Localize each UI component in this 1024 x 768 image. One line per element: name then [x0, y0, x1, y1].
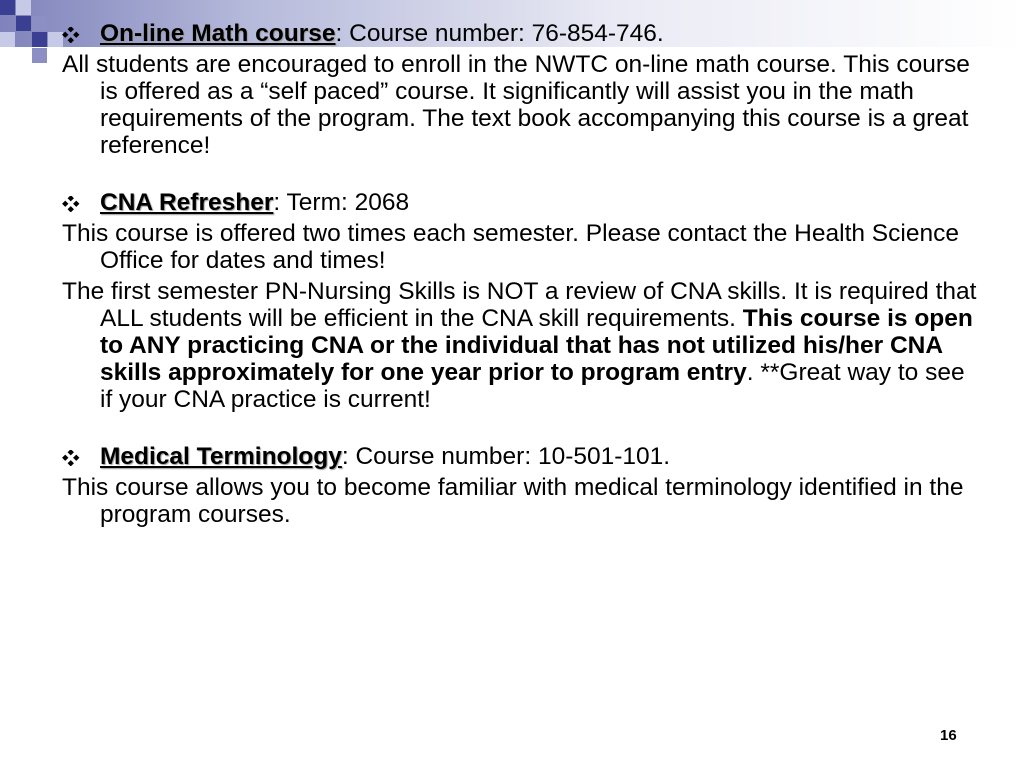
- corner-square: [16, 16, 31, 31]
- section-heading-line: [62, 20, 982, 47]
- diamond-bullet-icon: [62, 196, 80, 212]
- section-heading: Medical Terminology: [100, 443, 342, 470]
- section-detail: : Term: 2068: [273, 189, 410, 216]
- slide-body: [62, 20, 982, 528]
- diamond-bullet-icon: [62, 27, 80, 43]
- diamond-bullet-icon: [62, 450, 80, 466]
- corner-square: [48, 32, 63, 47]
- section-heading-line: [62, 443, 982, 470]
- corner-square: [32, 32, 47, 47]
- section-detail: : Course number: 10-501-101.: [341, 443, 671, 470]
- section-detail: : Course number: 76-854-746.: [335, 20, 664, 47]
- paragraph-text: The first semester PN-Nursing Skills is NOT a review of CNA skills. It is required that ALL students will be efficient in the CNA skill requirements.: [62, 278, 977, 332]
- page-number: 16: [940, 727, 957, 744]
- corner-square: [0, 0, 15, 15]
- section-paragraph: [62, 278, 982, 413]
- paragraph-text: . **Great way to see if your CNA practice is current!: [100, 359, 965, 413]
- corner-square: [16, 0, 31, 15]
- section-paragraph: This course allows you to become familiar with medical terminology identified in the program courses.: [62, 474, 964, 528]
- corner-square: [0, 32, 15, 47]
- section-paragraph: All students are encouraged to enroll in the NWTC on-line math course. This course is offered as a “self paced” course. It significantly will assist you in the math requirements of the program. The text book accompanying this course is a great reference!: [62, 51, 970, 159]
- corner-square: [32, 16, 47, 31]
- section-heading: On-line Math course: [100, 20, 336, 47]
- section-heading-line: [62, 189, 982, 216]
- section-paragraph: This course is offered two times each semester. Please contact the Health Science Office for dates and times!: [62, 220, 959, 274]
- section-heading: CNA Refresher: [100, 189, 274, 216]
- paragraph-bold-text: This course is open to ANY practicing CNA or the individual that has not utilized his/her CNA skills approximately for one year prior to program entry: [100, 305, 973, 386]
- corner-square: [32, 48, 47, 63]
